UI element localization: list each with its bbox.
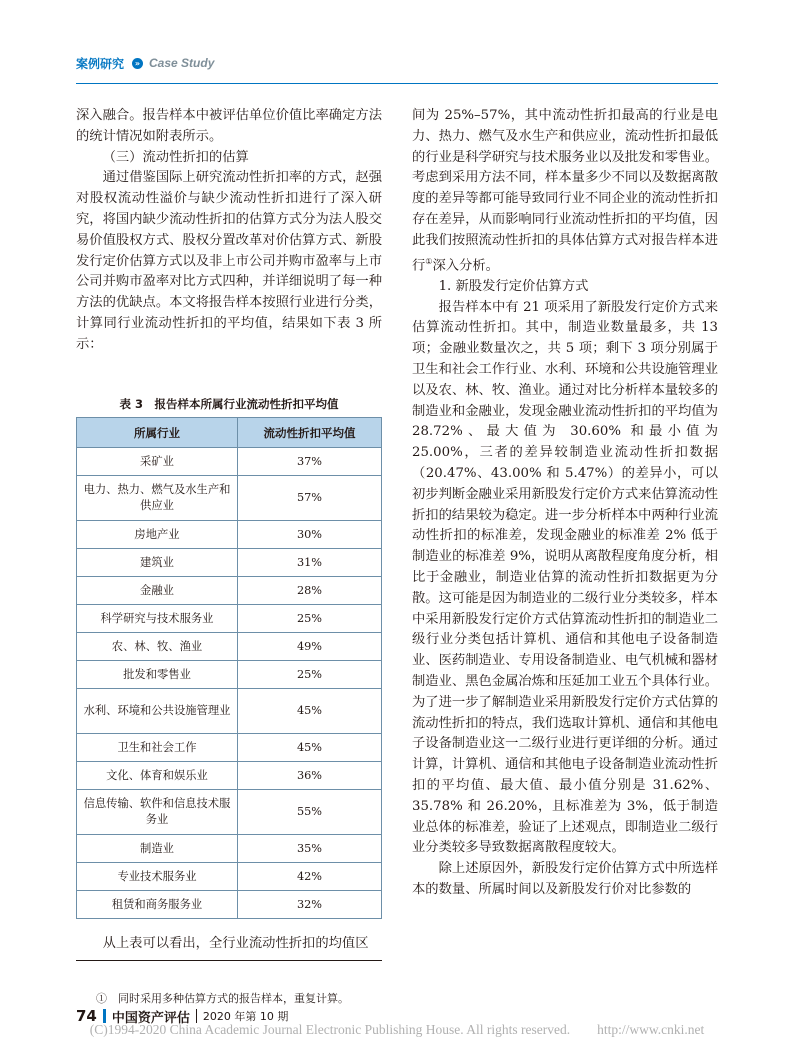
discount-cell: 32%: [238, 891, 382, 919]
right-paragraph-3: 除上述原因外，新股发行定价估算方式中所选样本的数量、所属时间以及新股发行价对比参数的: [412, 861, 718, 897]
subsection-heading-ipo-pricing: 1. 新股发行定价估算方式: [438, 278, 589, 294]
right-column: [412, 106, 718, 901]
table-row: [77, 577, 382, 605]
table-row: [77, 835, 382, 863]
discount-cell: 45%: [238, 689, 382, 734]
industry-cell: 批发和零售业: [77, 661, 238, 689]
table-row: [77, 549, 382, 577]
left-column: [76, 106, 382, 356]
footnote-ref: ①: [425, 256, 433, 266]
industry-cell: 文化、体育和娱乐业: [77, 762, 238, 790]
table-row: [77, 661, 382, 689]
journal-name: 中国资产评估: [111, 1010, 190, 1026]
footnote: ① 同时采用多种估算方式的报告样本，重复计算。: [96, 992, 349, 1005]
discount-cell: 35%: [238, 835, 382, 863]
table-row: [77, 762, 382, 790]
left-paragraph-3: 从上表可以看出，全行业流动性折扣的均值区: [102, 936, 369, 952]
table-row: [77, 633, 382, 661]
industry-cell: 专业技术服务业: [77, 863, 238, 891]
industry-cell: 制造业: [77, 835, 238, 863]
industry-cell: 水利、环境和公共设施管理业: [77, 689, 238, 734]
table-row: [77, 790, 382, 835]
page-number: 74: [76, 1007, 97, 1025]
footnote-divider: [76, 960, 382, 961]
left-paragraph-1: 深入融合。报告样本中被评估单位价值比率确定方法的统计情况如附表所示。: [76, 108, 382, 144]
table-row: [77, 476, 382, 521]
section-label-en: Case Study: [149, 56, 215, 70]
industry-cell: 租赁和商务服务业: [77, 891, 238, 919]
discount-cell: 57%: [238, 476, 382, 521]
left-paragraph-2: 通过借鉴国际上研究流动性折扣率的方式，赵强对股权流动性溢价与缺少流动性折扣进行了深入研究，将国内缺少流动性折扣的估算方式分为法人股交易价值股权方式、股权分置改革对价估算方式、新股发行定价估算方式以及非上市公司并购市盈率与上市公司并购市盈率对比方式四种，并详细说明了每一种方法的优缺点。本文将报告样本按照行业进行分类，计算同行业流动性折扣的平均值，结果如下表 3 所示：: [76, 170, 382, 352]
industry-cell: 金融业: [77, 577, 238, 605]
discount-cell: 49%: [238, 633, 382, 661]
table-3-caption: 表 3 报告样本所属行业流动性折扣平均值: [119, 397, 339, 411]
industry-cell: 科学研究与技术服务业: [77, 605, 238, 633]
column-header-industry: 所属行业: [77, 418, 238, 448]
industry-cell: 电力、热力、燃气及水生产和供应业: [77, 476, 238, 521]
industry-cell: 农、林、牧、渔业: [77, 633, 238, 661]
column-header-avg-discount: 流动性折扣平均值: [238, 418, 382, 448]
header-divider: [76, 83, 718, 84]
right-paragraph-2: 报告样本中有 21 项采用了新股发行定价方式来估算流动性折扣。其中，制造业数量最多，共 13 项；金融业数量次之，共 5 项；剩下 3 项分别属于卫生和社会工作行业、水利、环境和公共设施管理业以及农、林、牧、渔业。通过对比分析样本量较多的制造业和金融业，发现金融业流动性折扣的平均值为 28.72%、最大值为 30.60% 和最小值为 25.00%，三者的差异较制造业流动性折扣数据（20.47%、43.00% 和 5.47%）的差异小，可以初步判断金融业采用新股发行定价方式来估算流动性折扣的结果较为稳定。进一步分析样本中两种行业流动性折扣的标准差，发现金融业的标准差 2% 低于制造业的标准差 9%，说明从离散程度角度分析，相比于金融业，制造业估算的流动性折扣数据更为分散。这可能是因为制造业的二级行业分类较多，样本中采用新股发行定价方式估算流动性折扣的制造业二级行业分类包括计算机、通信和其他电子设备制造业、医药制造业、专用设备制造业、电气机械和器材制造业、黑色金属冶炼和压延加工业五个具体行业。为了进一步了解制造业采用新股发行定价方式估算的流动性折扣的特点，我们选取计算机、通信和其他电子设备制造业这一二级行业进行更详细的分析。通过计算，计算机、通信和其他电子设备制造业流动性折扣的平均值、最大值、最小值分别是 31.62%、35.78% 和 26.20%，且标准差为 3%，低于制造业总体的标准差，验证了上述观点，即制造业二级行业分类较多导致数据离散程度较大。: [412, 299, 718, 856]
table-row: [77, 689, 382, 734]
table-row: [77, 863, 382, 891]
table-3: [76, 417, 382, 919]
section-heading-liquidity-discount: （三）流动性折扣的估算: [102, 149, 249, 165]
right-paragraph-1-text: 间为 25%–57%，其中流动性折扣最高的行业是电力、热力、燃气及水生产和供应业，流动性折扣最低的行业是科学研究与技术服务业以及批发和零售业。考虑到采用方法不同，样本量多少不同以及数据离散度的差异等都可能导致同行业不同企业的流动性折扣存在差异，从而影响同行业流动性折扣的平均值，因此我们按照流动性折扣的具体估算方式对报告样本进行: [412, 108, 718, 273]
journal-issue: 2020 年第 10 期: [202, 1010, 289, 1023]
discount-cell: 28%: [238, 577, 382, 605]
discount-cell: 42%: [238, 863, 382, 891]
table-header-row: [77, 418, 382, 448]
industry-cell: 信息传输、软件和信息技术服务业: [77, 790, 238, 835]
table-row: [77, 448, 382, 476]
section-label: 案例研究: [76, 56, 125, 71]
right-paragraph-1-tail: 深入分析。: [432, 258, 499, 273]
table-row: [77, 891, 382, 919]
chevron-right-icon: »: [132, 58, 143, 69]
right-paragraph-1: [412, 106, 718, 277]
discount-cell: 55%: [238, 790, 382, 835]
discount-cell: 25%: [238, 661, 382, 689]
copyright-watermark: (C)1994-2020 China Academic Journal Electronic Publishing House. All rights reserved. http://www.cnki.net: [89, 1022, 705, 1037]
running-header: [76, 55, 214, 71]
discount-cell: 31%: [238, 549, 382, 577]
discount-cell: 36%: [238, 762, 382, 790]
table-row: [77, 605, 382, 633]
discount-cell: 25%: [238, 605, 382, 633]
discount-cell: 37%: [238, 448, 382, 476]
discount-cell: 30%: [238, 521, 382, 549]
industry-cell: 房地产业: [77, 521, 238, 549]
table-row: [77, 734, 382, 762]
industry-cell: 建筑业: [77, 549, 238, 577]
discount-cell: 45%: [238, 734, 382, 762]
table-row: [77, 521, 382, 549]
industry-cell: 采矿业: [77, 448, 238, 476]
industry-cell: 卫生和社会工作: [77, 734, 238, 762]
